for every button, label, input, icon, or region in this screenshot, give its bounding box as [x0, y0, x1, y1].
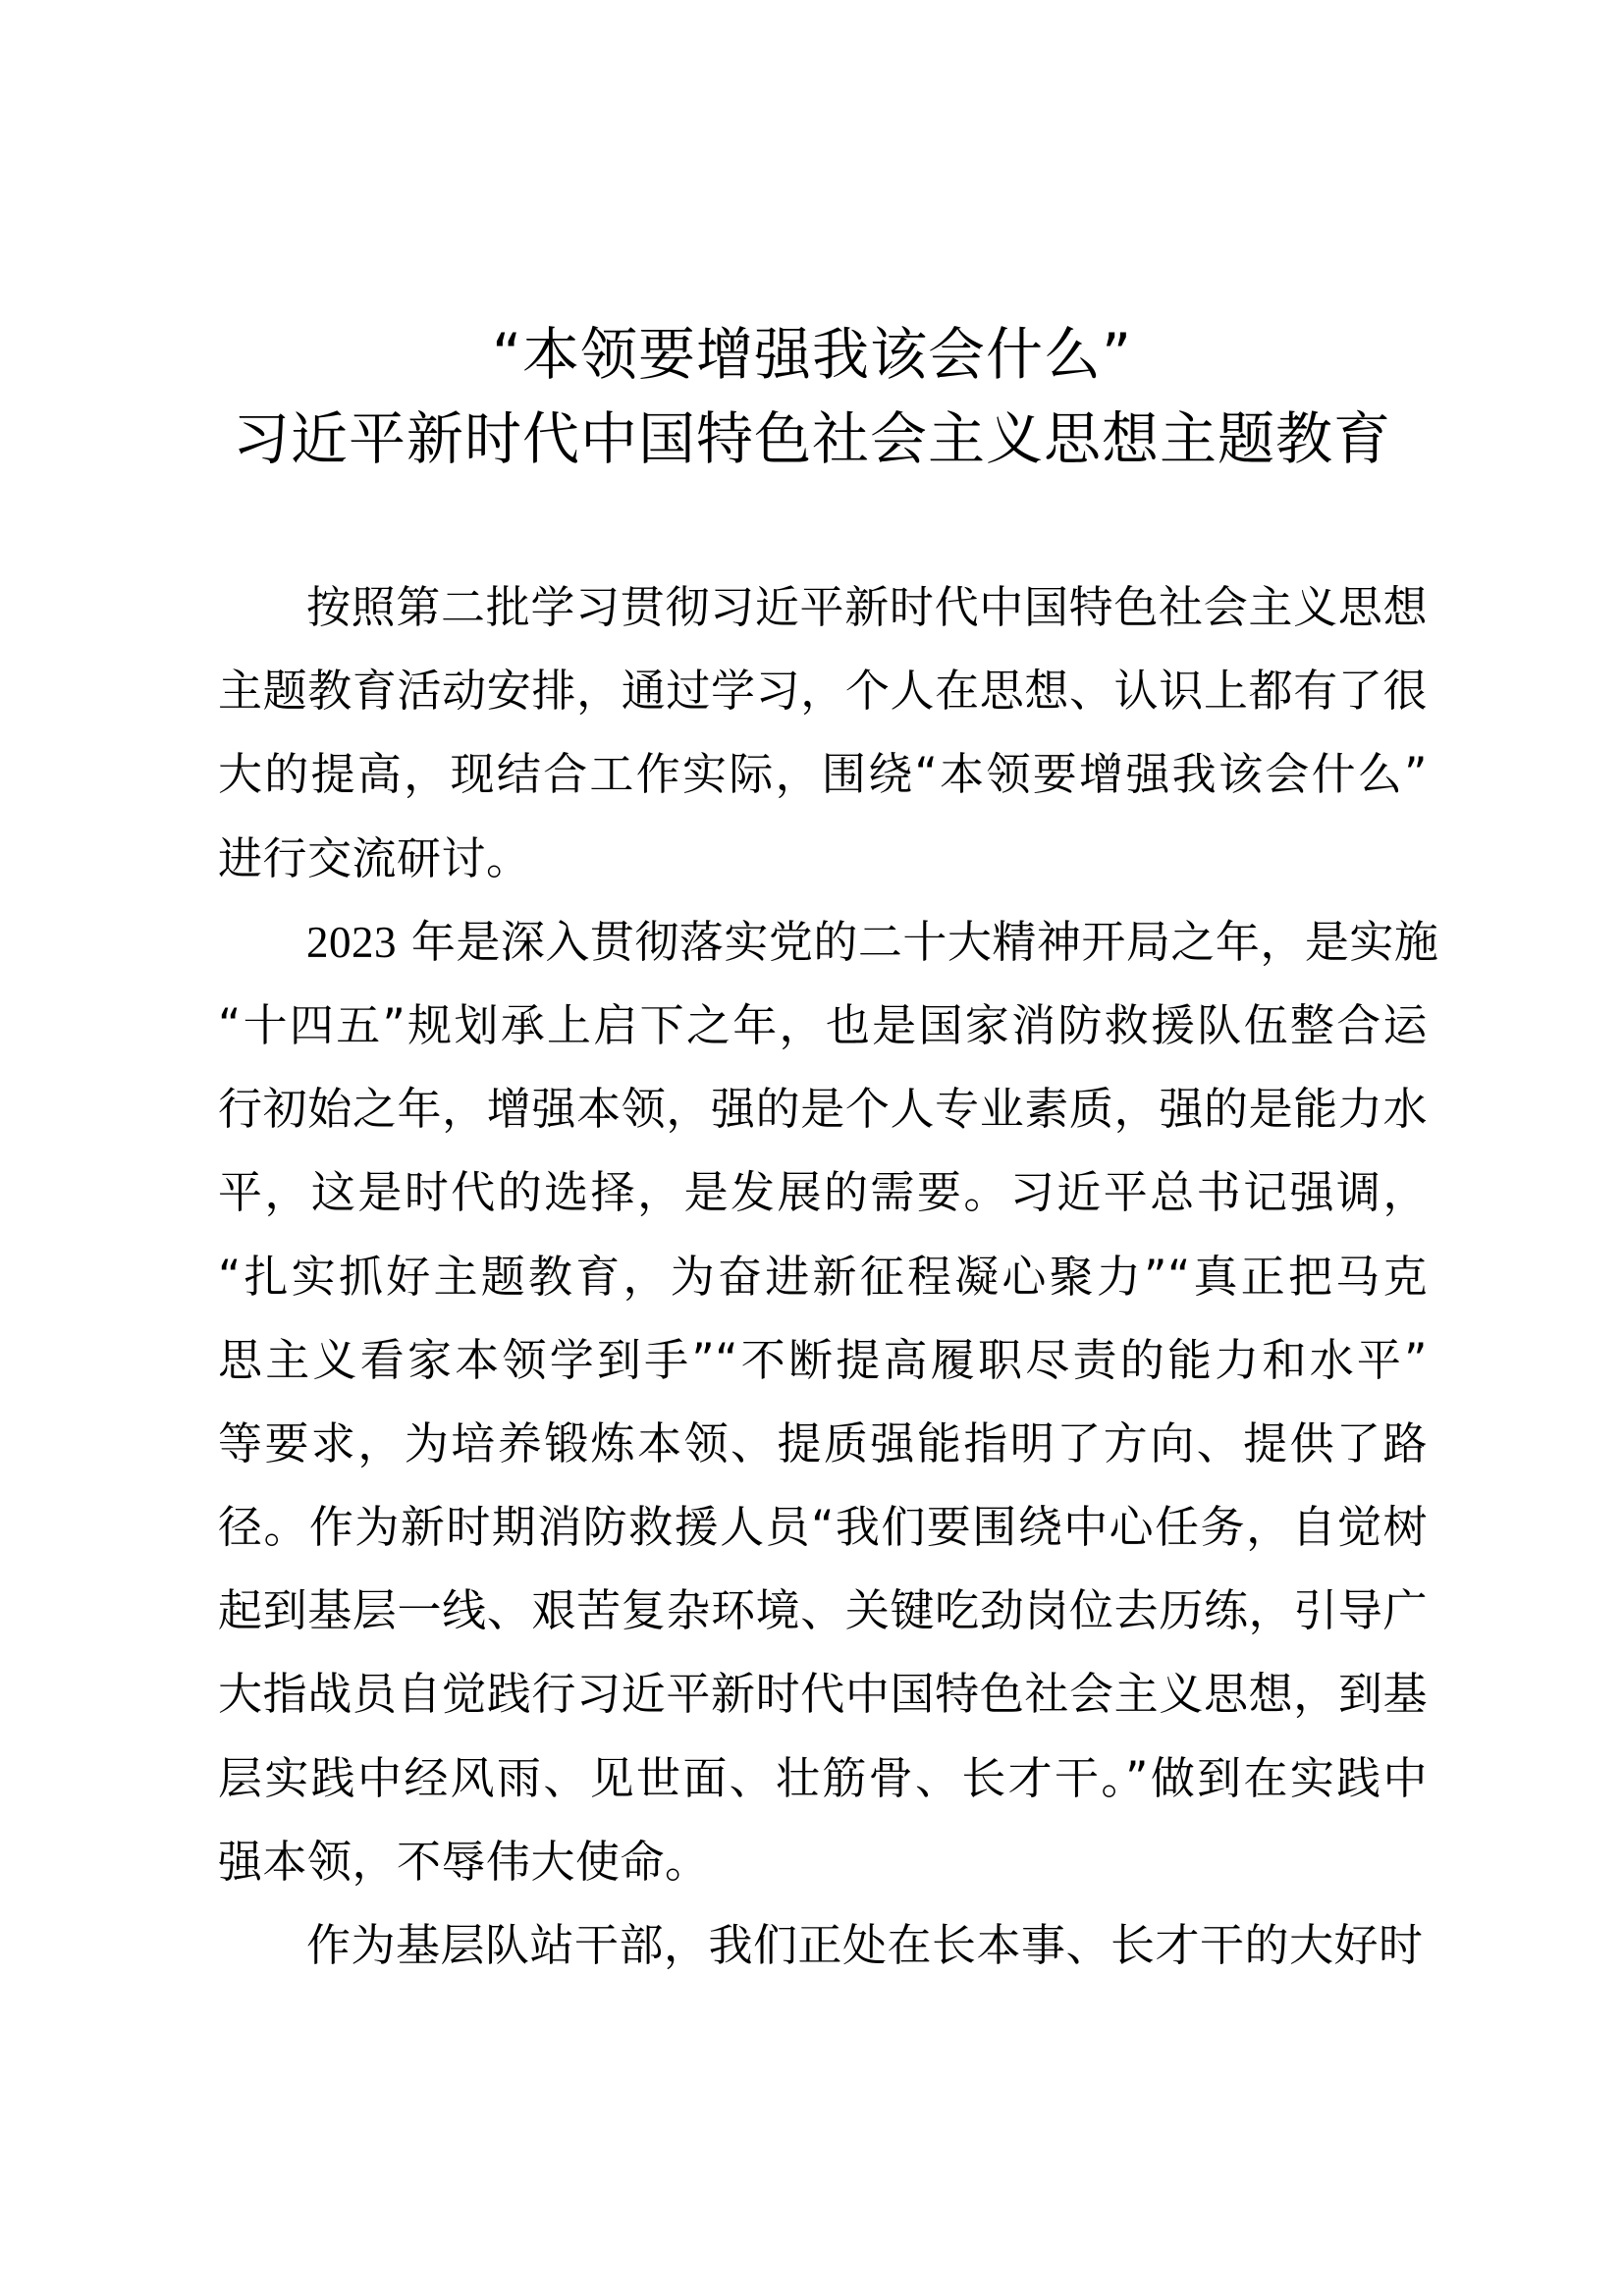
paragraph-2-line-9: 起到基层一线、艰苦复杂环境、关键吃劲岗位去历练，引导广 — [218, 1584, 1428, 1637]
paragraph-1-line-4: 进行交流研讨。 — [218, 831, 531, 884]
year-number: 2023 — [306, 917, 397, 967]
paragraph-2-line-5: “扎实抓好主题教育，为奋进新征程凝心聚力”“真正把马克 — [218, 1250, 1428, 1303]
document-body — [218, 565, 1439, 1987]
paragraph-2-line-6: 思主义看家本领学到手”“不断提高履职尽责的能力和水平” — [218, 1333, 1428, 1386]
paragraph-2-line-12: 强本领，不辱伟大使命。 — [218, 1835, 710, 1888]
paragraph-2-line-1 — [218, 900, 1439, 984]
paragraph-2-line-8: 径。作为新时期消防救援人员“我们要围绕中心任务，自觉树 — [218, 1501, 1428, 1554]
paragraph-2-line-2: “十四五”规划承上启下之年，也是国家消防救援队伍整合运 — [218, 998, 1428, 1051]
paragraph-2-line-3: 行初始之年，增强本领，强的是个人专业素质，强的是能力水 — [218, 1083, 1428, 1136]
paragraph-2-line-1-text: 年是深入贯彻落实党的二十大精神开局之年，是实施 — [410, 915, 1439, 968]
paragraph-2-line-11: 层实践中经风雨、见世面、壮筋骨、长才干。”做到在实践中 — [218, 1751, 1428, 1804]
paragraph-1-line-1: 按照第二批学习贯彻习近平新时代中国特色社会主义思想 — [306, 581, 1428, 633]
paragraph-2-line-10: 大指战员自觉践行习近平新时代中国特色社会主义思想，到基 — [218, 1668, 1428, 1721]
title-line-2: 习近平新时代中国特色社会主义思想主题教育 — [232, 405, 1391, 472]
document-title — [0, 312, 1624, 481]
paragraph-1-line-3: 大的提高，现结合工作实际，围绕“本领要增强我该会什么” — [218, 748, 1428, 801]
paragraph-1-line-2: 主题教育活动安排，通过学习，个人在思想、认识上都有了很 — [218, 665, 1428, 718]
paragraph-3-line-1: 作为基层队站干部，我们正处在长本事、长才干的大好时 — [306, 1919, 1424, 1971]
title-line-1: “本领要增强我该会什么” — [491, 321, 1133, 388]
paragraph-2-line-7: 等要求，为培养锻炼本领、提质强能指明了方向、提供了路 — [218, 1416, 1428, 1469]
paragraph-2-line-4: 平，这是时代的选择，是发展的需要。习近平总书记强调， — [218, 1166, 1428, 1219]
